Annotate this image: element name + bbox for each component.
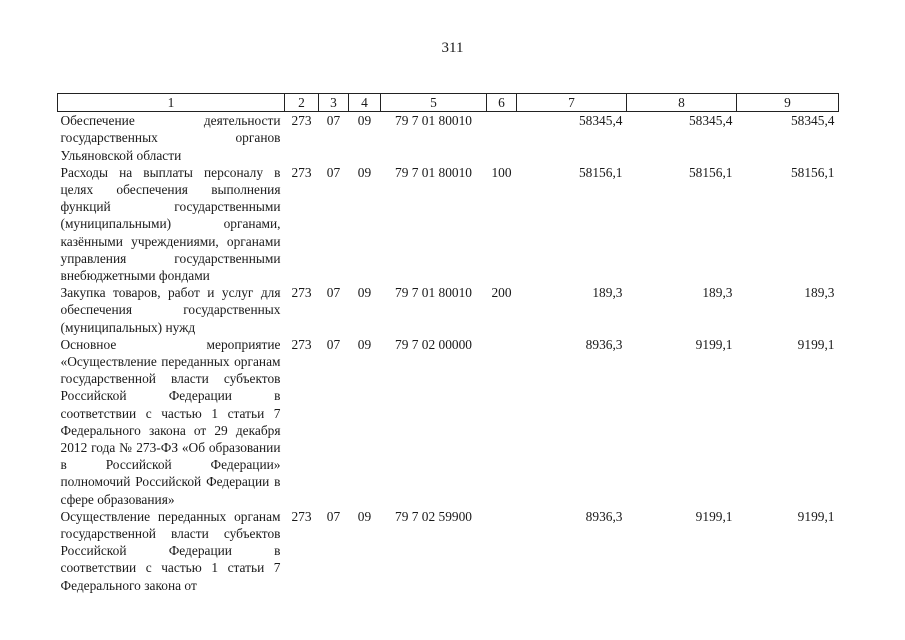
row-target: 79 7 02 00000 (395, 336, 472, 352)
table-row (58, 112, 839, 164)
row-subsection: 09 (357, 113, 372, 129)
row-section: 07 (326, 285, 341, 301)
column-header: 2 (285, 94, 319, 112)
row-name: Осуществление переданных органам государственной власти субъектов Российской Федерации в соответствии с частью 1 статьи 7 Федерального закона от (60, 508, 281, 593)
row-value-col7: 8936,3 (585, 336, 623, 352)
row-kind (487, 336, 517, 508)
row-value-col9: 9199,1 (797, 508, 835, 524)
row-section: 07 (326, 336, 341, 352)
column-header: 5 (381, 94, 487, 112)
table-header-row (58, 94, 839, 112)
row-value-col9: 189,3 (804, 285, 835, 301)
column-header: 1 (58, 94, 285, 112)
table-row (58, 336, 839, 508)
page-number: 311 (441, 40, 464, 56)
row-target: 79 7 02 59900 (395, 508, 472, 524)
row-value-col7: 58156,1 (578, 164, 623, 180)
row-kind (487, 112, 517, 164)
row-value-col7: 8936,3 (585, 508, 623, 524)
row-name: Расходы на выплаты персоналу в целях обеспечения выполнения функций государственными (муниципальными) органами, казёнными учреждениями, органами управления государственными внебюджетными фондами (60, 164, 281, 284)
row-value-col7: 189,3 (592, 285, 623, 301)
row-ministry: 273 (291, 285, 312, 301)
row-subsection: 09 (357, 336, 372, 352)
table-row (58, 284, 839, 336)
row-value-col8: 58345,4 (688, 113, 733, 129)
column-header: 8 (627, 94, 737, 112)
row-value-col9: 58345,4 (790, 113, 835, 129)
column-header: 4 (349, 94, 381, 112)
row-name: Закупка товаров, работ и услуг для обеспечения государственных (муниципальных) нужд (60, 285, 281, 335)
row-ministry: 273 (291, 164, 312, 180)
column-header: 7 (517, 94, 627, 112)
row-value-col7: 58345,4 (578, 113, 623, 129)
row-name: Обеспечение деятельности государственных органов Ульяновской области (60, 113, 281, 163)
column-header: 9 (737, 94, 839, 112)
row-value-col8: 9199,1 (695, 508, 733, 524)
table-row (58, 508, 839, 594)
row-section: 07 (326, 113, 341, 129)
row-target: 79 7 01 80010 (395, 164, 472, 180)
row-name: Основное мероприятие «Осуществление переданных органам государственной власти субъектов Российской Федерации в соответствии с частью 1 статьи 7 Федерального закона от 29 декабря 2012 года № 273-ФЗ «Об образовании в Российской Федерации» полномочий Российской Федерации в сфере образования» (60, 336, 281, 507)
row-value-col9: 9199,1 (797, 336, 835, 352)
row-ministry: 273 (291, 508, 312, 524)
table-row (58, 164, 839, 284)
row-section: 07 (326, 508, 341, 524)
column-header: 3 (319, 94, 349, 112)
row-section: 07 (326, 164, 341, 180)
row-subsection: 09 (357, 164, 372, 180)
budget-table (57, 93, 839, 594)
row-value-col8: 58156,1 (688, 164, 733, 180)
row-kind: 100 (491, 164, 512, 180)
row-value-col8: 9199,1 (695, 336, 733, 352)
row-value-col9: 58156,1 (790, 164, 835, 180)
row-ministry: 273 (291, 113, 312, 129)
row-target: 79 7 01 80010 (395, 285, 472, 301)
row-kind (487, 508, 517, 594)
row-kind: 200 (491, 285, 512, 301)
row-ministry: 273 (291, 336, 312, 352)
row-subsection: 09 (357, 285, 372, 301)
row-subsection: 09 (357, 508, 372, 524)
row-target: 79 7 01 80010 (395, 113, 472, 129)
column-header: 6 (487, 94, 517, 112)
row-value-col8: 189,3 (702, 285, 733, 301)
